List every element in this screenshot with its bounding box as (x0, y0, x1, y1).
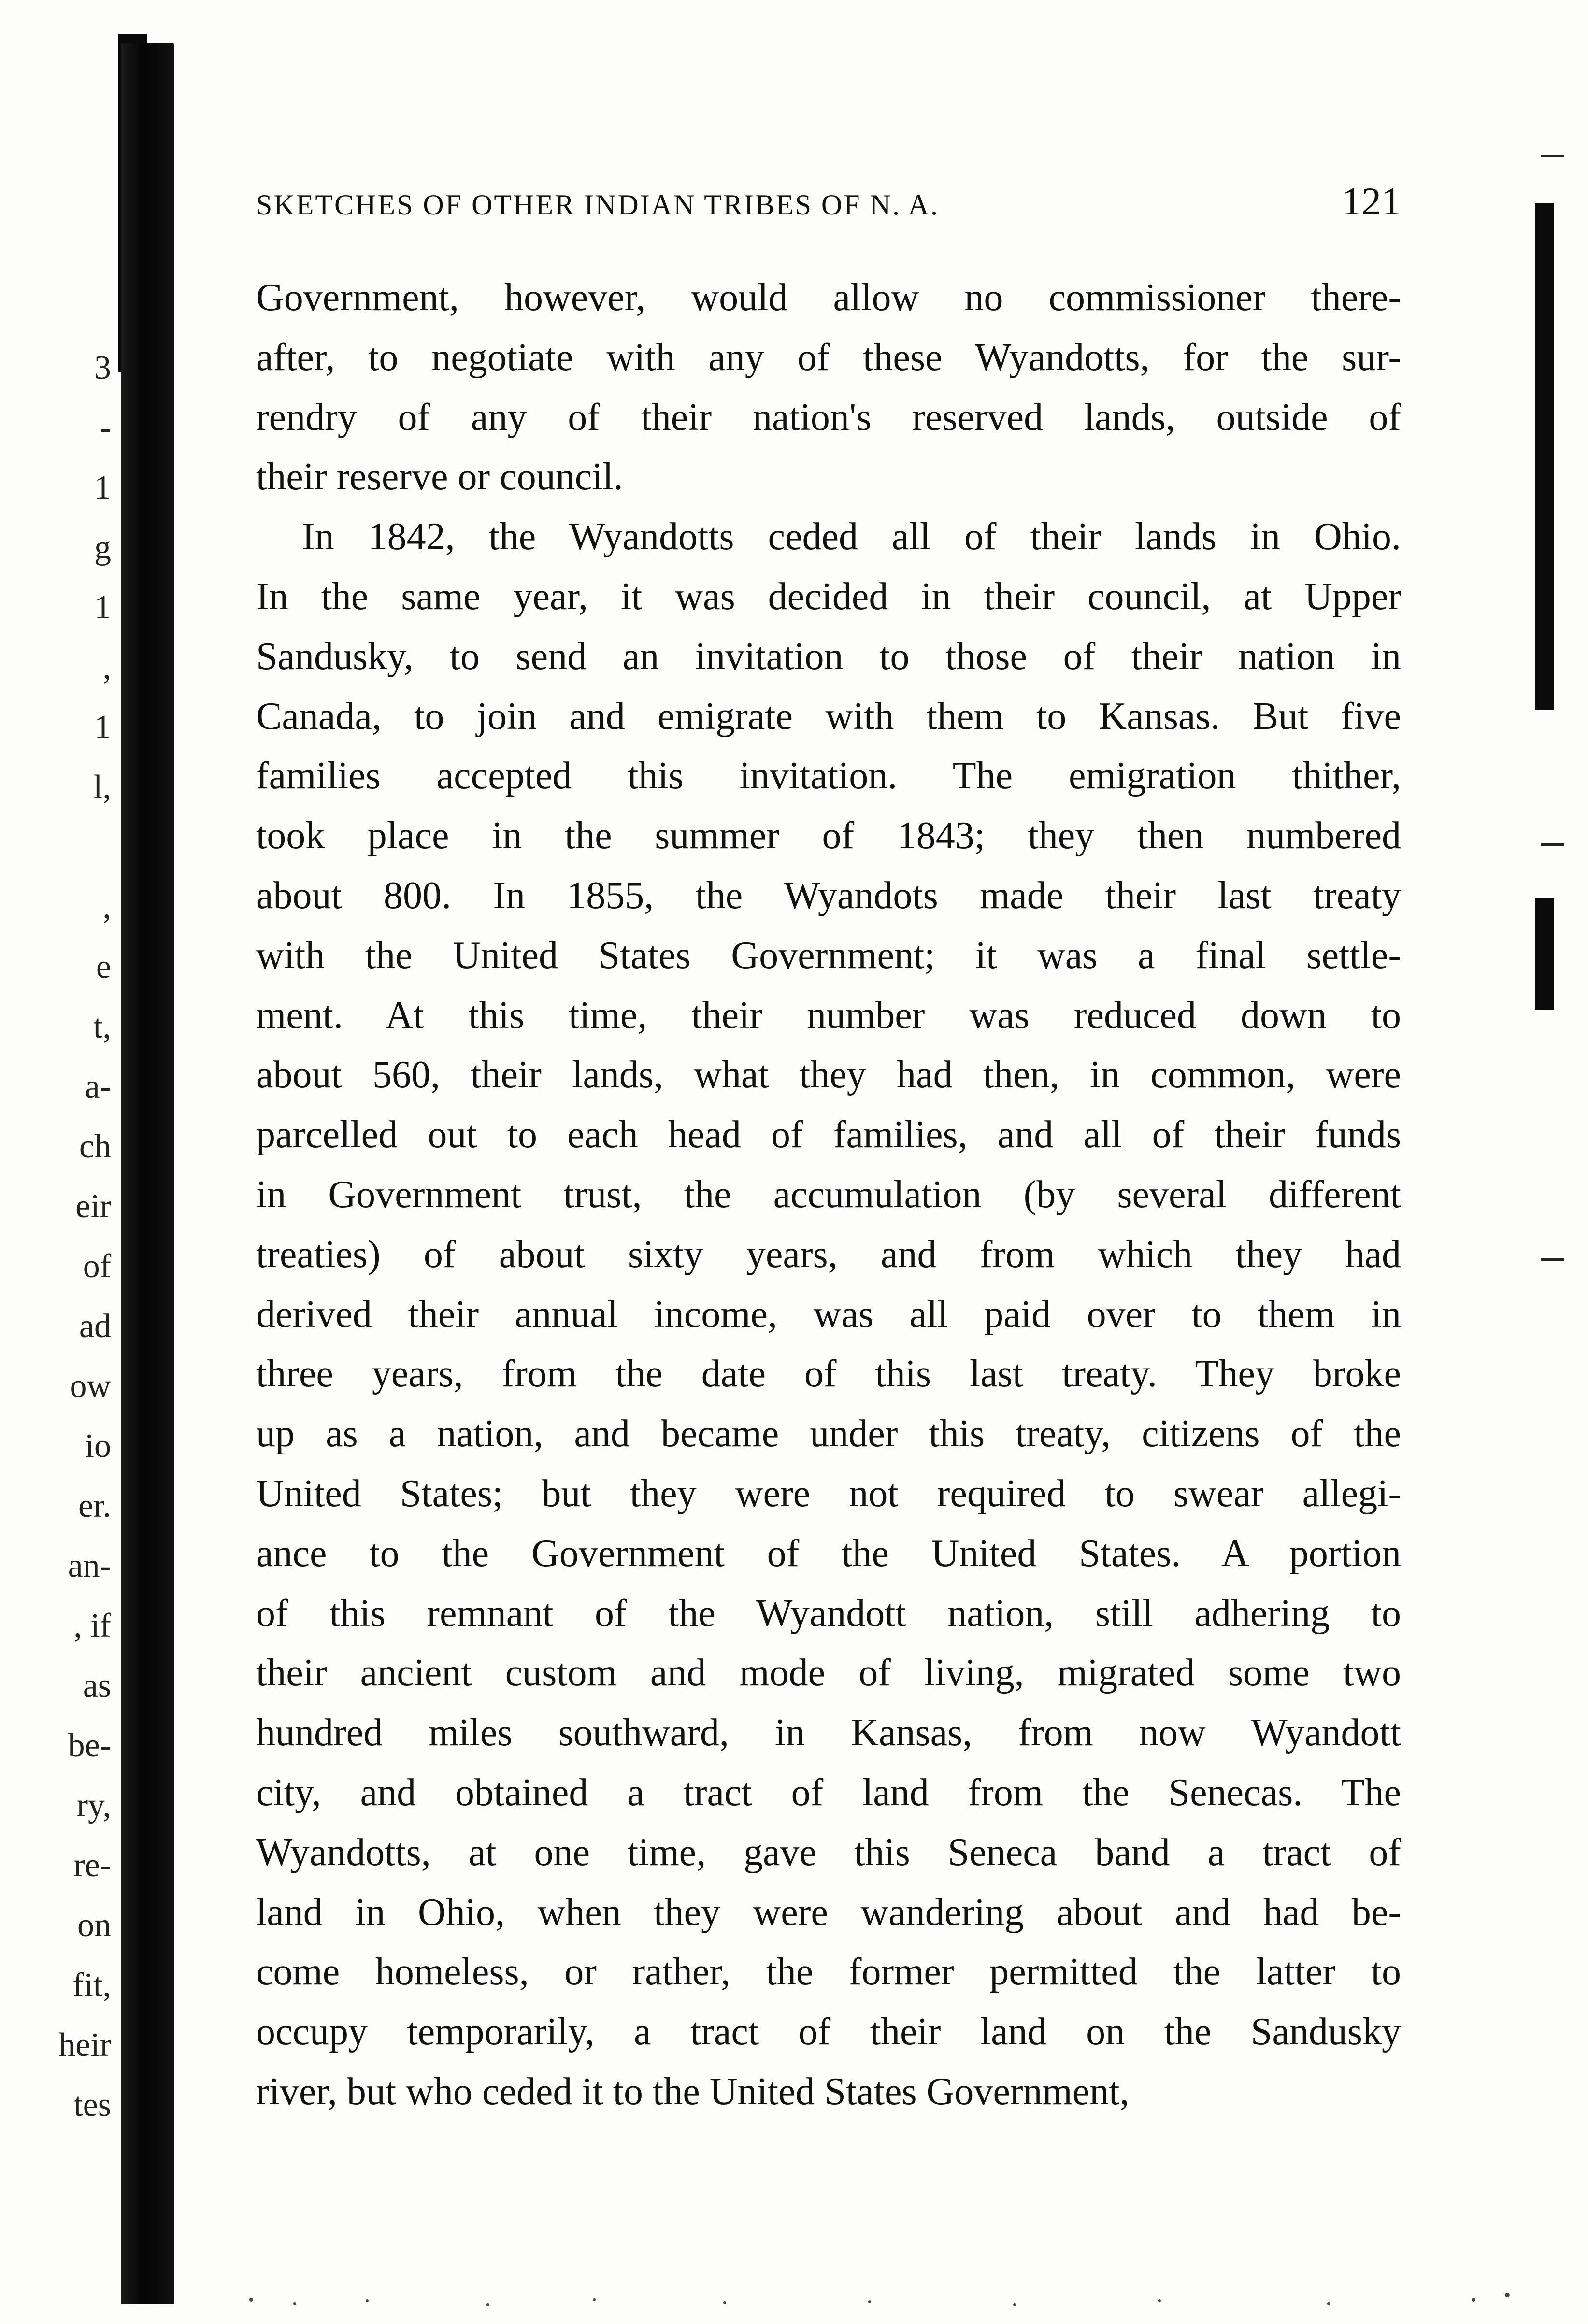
facing-page-fragment: , if (73, 1607, 111, 1644)
facing-page-fragment: as (83, 1667, 111, 1704)
text-line: In the same year, it was decided in their council, at Upper (256, 575, 1401, 618)
right-edge-dash (1541, 155, 1564, 157)
body-text (256, 268, 1401, 2122)
text-line: three years, from the date of this last treaty. They broke (256, 1353, 1401, 1396)
facing-page-fragment: g (94, 529, 111, 566)
facing-page-fragment: io (85, 1427, 111, 1465)
facing-page-fragment: 1 (94, 589, 111, 626)
right-edge-dash (1541, 843, 1564, 846)
text-line: river, but who ceded it to the United States Government, (256, 2070, 1130, 2113)
facing-page-fragment: tes (73, 2086, 111, 2124)
text-line: land in Ohio, when they were wandering about and had be- (256, 1891, 1401, 1934)
right-edge-mark (1535, 898, 1554, 1010)
right-edge-mark (1535, 203, 1554, 710)
text-line: took place in the summer of 1843; they then numbered (256, 814, 1401, 857)
facing-page-fragment: - (100, 409, 111, 446)
facing-page-fragment: an- (68, 1547, 111, 1584)
facing-page-fragment: t, (93, 1008, 111, 1045)
facing-page-fragment: 1 (94, 709, 111, 746)
facing-page-fragment: heir (58, 2026, 111, 2064)
facing-page-fragment: e (96, 948, 111, 985)
facing-page-fragment: on (77, 1907, 111, 1944)
text-line: occupy temporarily, a tract of their land on the Sandusky (256, 2010, 1401, 2053)
header-title: SKETCHES OF OTHER INDIAN TRIBES OF N. A. (256, 189, 939, 221)
binding-shadow (121, 43, 174, 2304)
text-line: up as a nation, and became under this treaty, citizens of the (256, 1412, 1401, 1455)
text-line: with the United States Government; it was a final settle- (256, 934, 1401, 977)
facing-page-fragment: be- (68, 1727, 111, 1764)
text-line: about 560, their lands, what they had then, in common, were (256, 1054, 1401, 1097)
page-number: 121 (1342, 179, 1401, 223)
text-line: their reserve or council. (256, 456, 623, 499)
facing-page-fragment: ad (79, 1308, 111, 1345)
facing-page-fragment: ch (79, 1128, 111, 1165)
right-edge-dash (1541, 1258, 1564, 1261)
facing-page-fragment (0, 817, 111, 877)
text-line: city, and obtained a tract of land from the Senecas. The (256, 1771, 1401, 1814)
facing-page-fragment: , (102, 649, 111, 686)
text-line: Canada, to join and emigrate with them to Kansas. But five (256, 695, 1401, 738)
text-line: parcelled out to each head of families, and all of their funds (256, 1113, 1401, 1156)
facing-page-fragment: of (83, 1248, 111, 1285)
facing-page-fragment: ry, (76, 1787, 111, 1824)
facing-page-fragment: re- (73, 1847, 111, 1884)
running-header (256, 179, 1401, 232)
text-line: Wyandotts, at one time, gave this Seneca band a tract of (256, 1831, 1401, 1874)
text-line: of this remnant of the Wyandott nation, still adhering to (256, 1592, 1401, 1635)
text-line: Government, however, would allow no commissioner there- (256, 276, 1401, 319)
scan-noise (0, 2266, 1588, 2324)
text-line: treaties) of about sixty years, and from which they had (256, 1233, 1401, 1276)
text-line: come homeless, or rather, the former permitted the latter to (256, 1951, 1401, 1994)
text-line: hundred miles southward, in Kansas, from now Wyandott (256, 1711, 1401, 1754)
facing-page-fragment: eir (75, 1188, 111, 1225)
facing-page-fragment: fit, (72, 1967, 111, 2004)
text-line: Sandusky, to send an invitation to those of their nation in (256, 635, 1401, 678)
facing-page-fragment: , (102, 888, 111, 926)
text-line: United States; but they were not required to swear allegi- (256, 1472, 1401, 1515)
text-line: ance to the Government of the United States. A portion (256, 1532, 1401, 1575)
facing-page-fragment: a- (85, 1068, 111, 1105)
text-line: their ancient custom and mode of living, migrated some two (256, 1652, 1401, 1695)
text-line: after, to negotiate with any of these Wyandotts, for the sur- (256, 336, 1401, 379)
facing-page-fragments (0, 338, 111, 2135)
facing-page-fragment: 1 (94, 469, 111, 506)
facing-page-fragment: l, (93, 769, 111, 806)
text-line: derived their annual income, was all paid over to them in (256, 1293, 1401, 1336)
text-line: rendry of any of their nation's reserved lands, outside of (256, 396, 1401, 439)
text-line: about 800. In 1855, the Wyandots made their last treaty (256, 874, 1401, 917)
facing-page-fragment: ow (70, 1368, 111, 1405)
text-line: families accepted this invitation. The emigration thither, (256, 755, 1401, 798)
text-line: In 1842, the Wyandotts ceded all of their lands in Ohio. (302, 515, 1401, 558)
text-line: in Government trust, the accumulation (by several different (256, 1173, 1401, 1216)
facing-page-fragment: er. (78, 1487, 111, 1525)
facing-page-fragment: 3 (94, 349, 111, 386)
text-line: ment. At this time, their number was reduced down to (256, 994, 1401, 1037)
